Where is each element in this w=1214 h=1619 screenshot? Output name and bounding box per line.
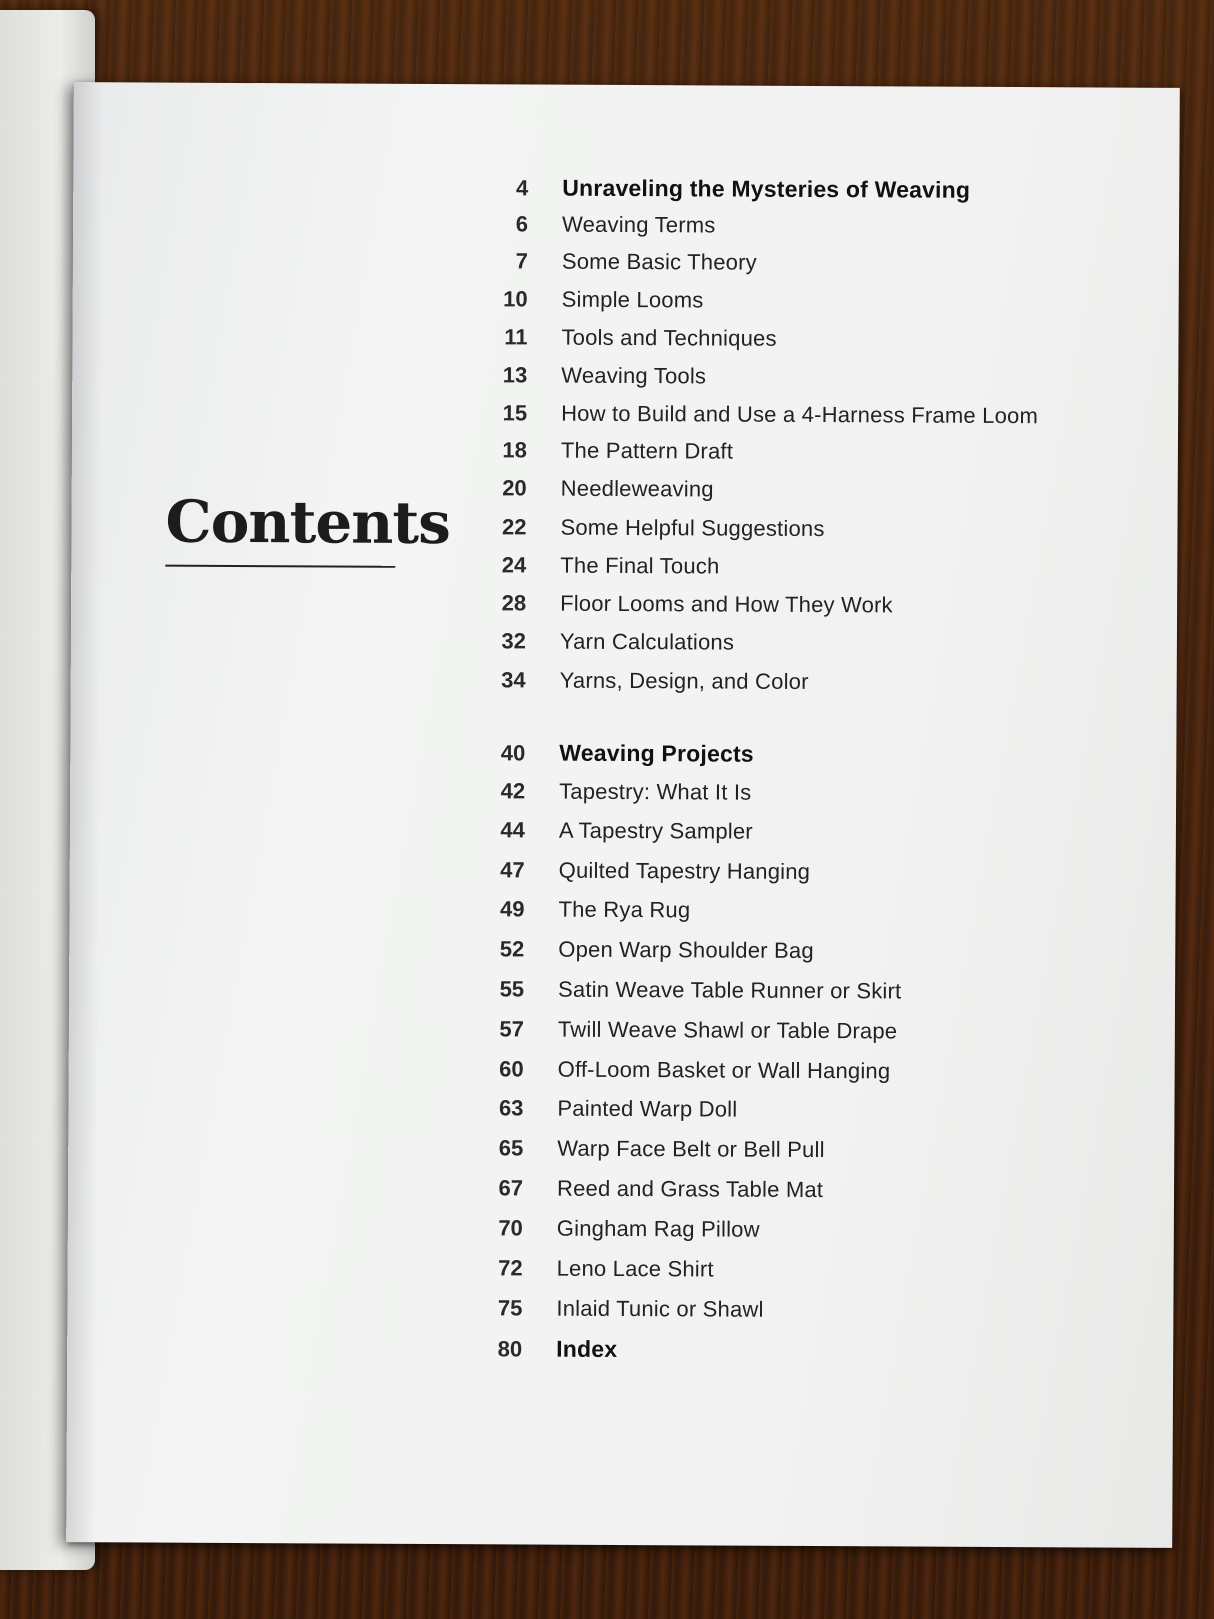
toc-entry	[450, 817, 1150, 859]
toc-entry	[448, 1215, 1148, 1257]
page-number: 15	[502, 400, 528, 426]
toc-entry	[448, 1175, 1148, 1217]
toc-entry	[449, 1056, 1149, 1098]
title-underline	[165, 565, 395, 568]
entry-title: The Rya Rug	[558, 896, 691, 923]
toc-entry	[452, 475, 1152, 517]
entry-title: Yarn Calculations	[559, 628, 735, 655]
page-number: 11	[504, 324, 528, 350]
toc-entry	[453, 211, 1153, 253]
page-number: 80	[497, 1336, 523, 1362]
page-number: 13	[502, 362, 528, 388]
page-number: 18	[502, 437, 527, 463]
entry-title: Needleweaving	[560, 475, 714, 502]
page-number: 7	[515, 248, 528, 274]
page-number: 24	[501, 552, 527, 578]
toc-entry	[448, 1135, 1148, 1177]
page-number: 10	[503, 286, 528, 312]
page-number: 60	[499, 1056, 524, 1082]
page-number: 70	[498, 1215, 523, 1241]
page-number: 72	[498, 1255, 523, 1281]
entry-title: The Pattern Draft	[560, 437, 734, 464]
toc-entry	[451, 628, 1151, 670]
entry-title: Weaving Tools	[561, 362, 707, 389]
entry-title: The Final Touch	[560, 552, 720, 579]
toc-entry	[451, 552, 1151, 594]
toc-entry	[449, 896, 1149, 938]
page-number: 34	[501, 667, 526, 693]
entry-title: Reed and Grass Table Mat	[556, 1175, 824, 1203]
entry-title: Open Warp Shoulder Bag	[558, 936, 814, 964]
entry-title: Weaving Terms	[562, 211, 716, 238]
page-number: 32	[501, 628, 526, 654]
toc-entry	[447, 1255, 1147, 1297]
page-number: 52	[499, 936, 525, 962]
entry-title: Yarns, Design, and Color	[559, 667, 809, 694]
entry-title: Warp Face Belt or Bell Pull	[557, 1135, 825, 1163]
page-number: 4	[515, 175, 529, 201]
table-of-contents	[453, 174, 1173, 1362]
page-number: 42	[500, 778, 526, 804]
toc-entry	[447, 1295, 1147, 1337]
entry-title: Tapestry: What It Is	[559, 778, 752, 805]
page-number: 75	[497, 1295, 523, 1321]
toc-entry	[453, 248, 1153, 290]
toc-entry	[449, 1016, 1149, 1058]
toc-entry	[450, 739, 1150, 781]
entry-title: Off-Loom Basket or Wall Hanging	[557, 1056, 891, 1084]
entry-title: Painted Warp Doll	[557, 1095, 738, 1122]
toc-entry	[451, 667, 1151, 709]
entry-title: Some Helpful Suggestions	[560, 514, 825, 542]
page-number: 55	[499, 976, 525, 1002]
toc-entry	[453, 174, 1153, 216]
toc-entry	[450, 778, 1150, 820]
toc-entry	[447, 1335, 1147, 1377]
page-number: 22	[501, 514, 527, 540]
page-number: 67	[498, 1175, 524, 1201]
entry-title: Satin Weave Table Runner or Skirt	[558, 976, 902, 1004]
entry-title: Twill Weave Shawl or Table Drape	[557, 1016, 898, 1044]
page-number: 57	[499, 1016, 524, 1042]
toc-entry	[451, 590, 1151, 632]
page-title: Contents	[165, 487, 451, 558]
toc-entry	[453, 286, 1153, 328]
toc-entry	[448, 1095, 1148, 1137]
toc-entry	[449, 936, 1149, 978]
toc-entry	[452, 400, 1152, 442]
toc-entry	[452, 362, 1152, 404]
page-number: 28	[501, 590, 527, 616]
entry-title: How to Build and Use a 4-Harness Frame Loom	[561, 400, 1039, 429]
page-number: 49	[499, 896, 525, 922]
entry-title: Simple Looms	[561, 286, 704, 313]
entry-title: Unraveling the Mysteries of Weaving	[562, 174, 971, 203]
entry-title: Quilted Tapestry Hanging	[558, 857, 811, 884]
page-number: 20	[502, 475, 527, 501]
entry-title: Floor Looms and How They Work	[560, 590, 893, 618]
toc-entry	[451, 514, 1151, 556]
entry-title: Some Basic Theory	[561, 248, 757, 275]
page-number: 40	[500, 740, 526, 766]
toc-entry	[452, 324, 1152, 366]
entry-title: Tools and Techniques	[561, 324, 777, 351]
toc-entry	[452, 437, 1152, 479]
page-number: 44	[500, 817, 525, 843]
entry-title: Inlaid Tunic or Shawl	[556, 1295, 764, 1322]
page-number: 63	[498, 1095, 524, 1121]
page-number: 47	[500, 857, 525, 883]
entry-title: Gingham Rag Pillow	[556, 1215, 760, 1242]
toc-entry	[449, 976, 1149, 1018]
entry-title: Weaving Projects	[559, 739, 754, 767]
entry-title: Leno Lace Shirt	[556, 1255, 714, 1282]
page-number: 6	[515, 211, 529, 237]
page-number: 65	[498, 1135, 524, 1161]
entry-title: Index	[556, 1335, 618, 1362]
toc-entry	[450, 857, 1150, 899]
contents-page	[66, 82, 1180, 1548]
entry-title: A Tapestry Sampler	[558, 817, 753, 844]
